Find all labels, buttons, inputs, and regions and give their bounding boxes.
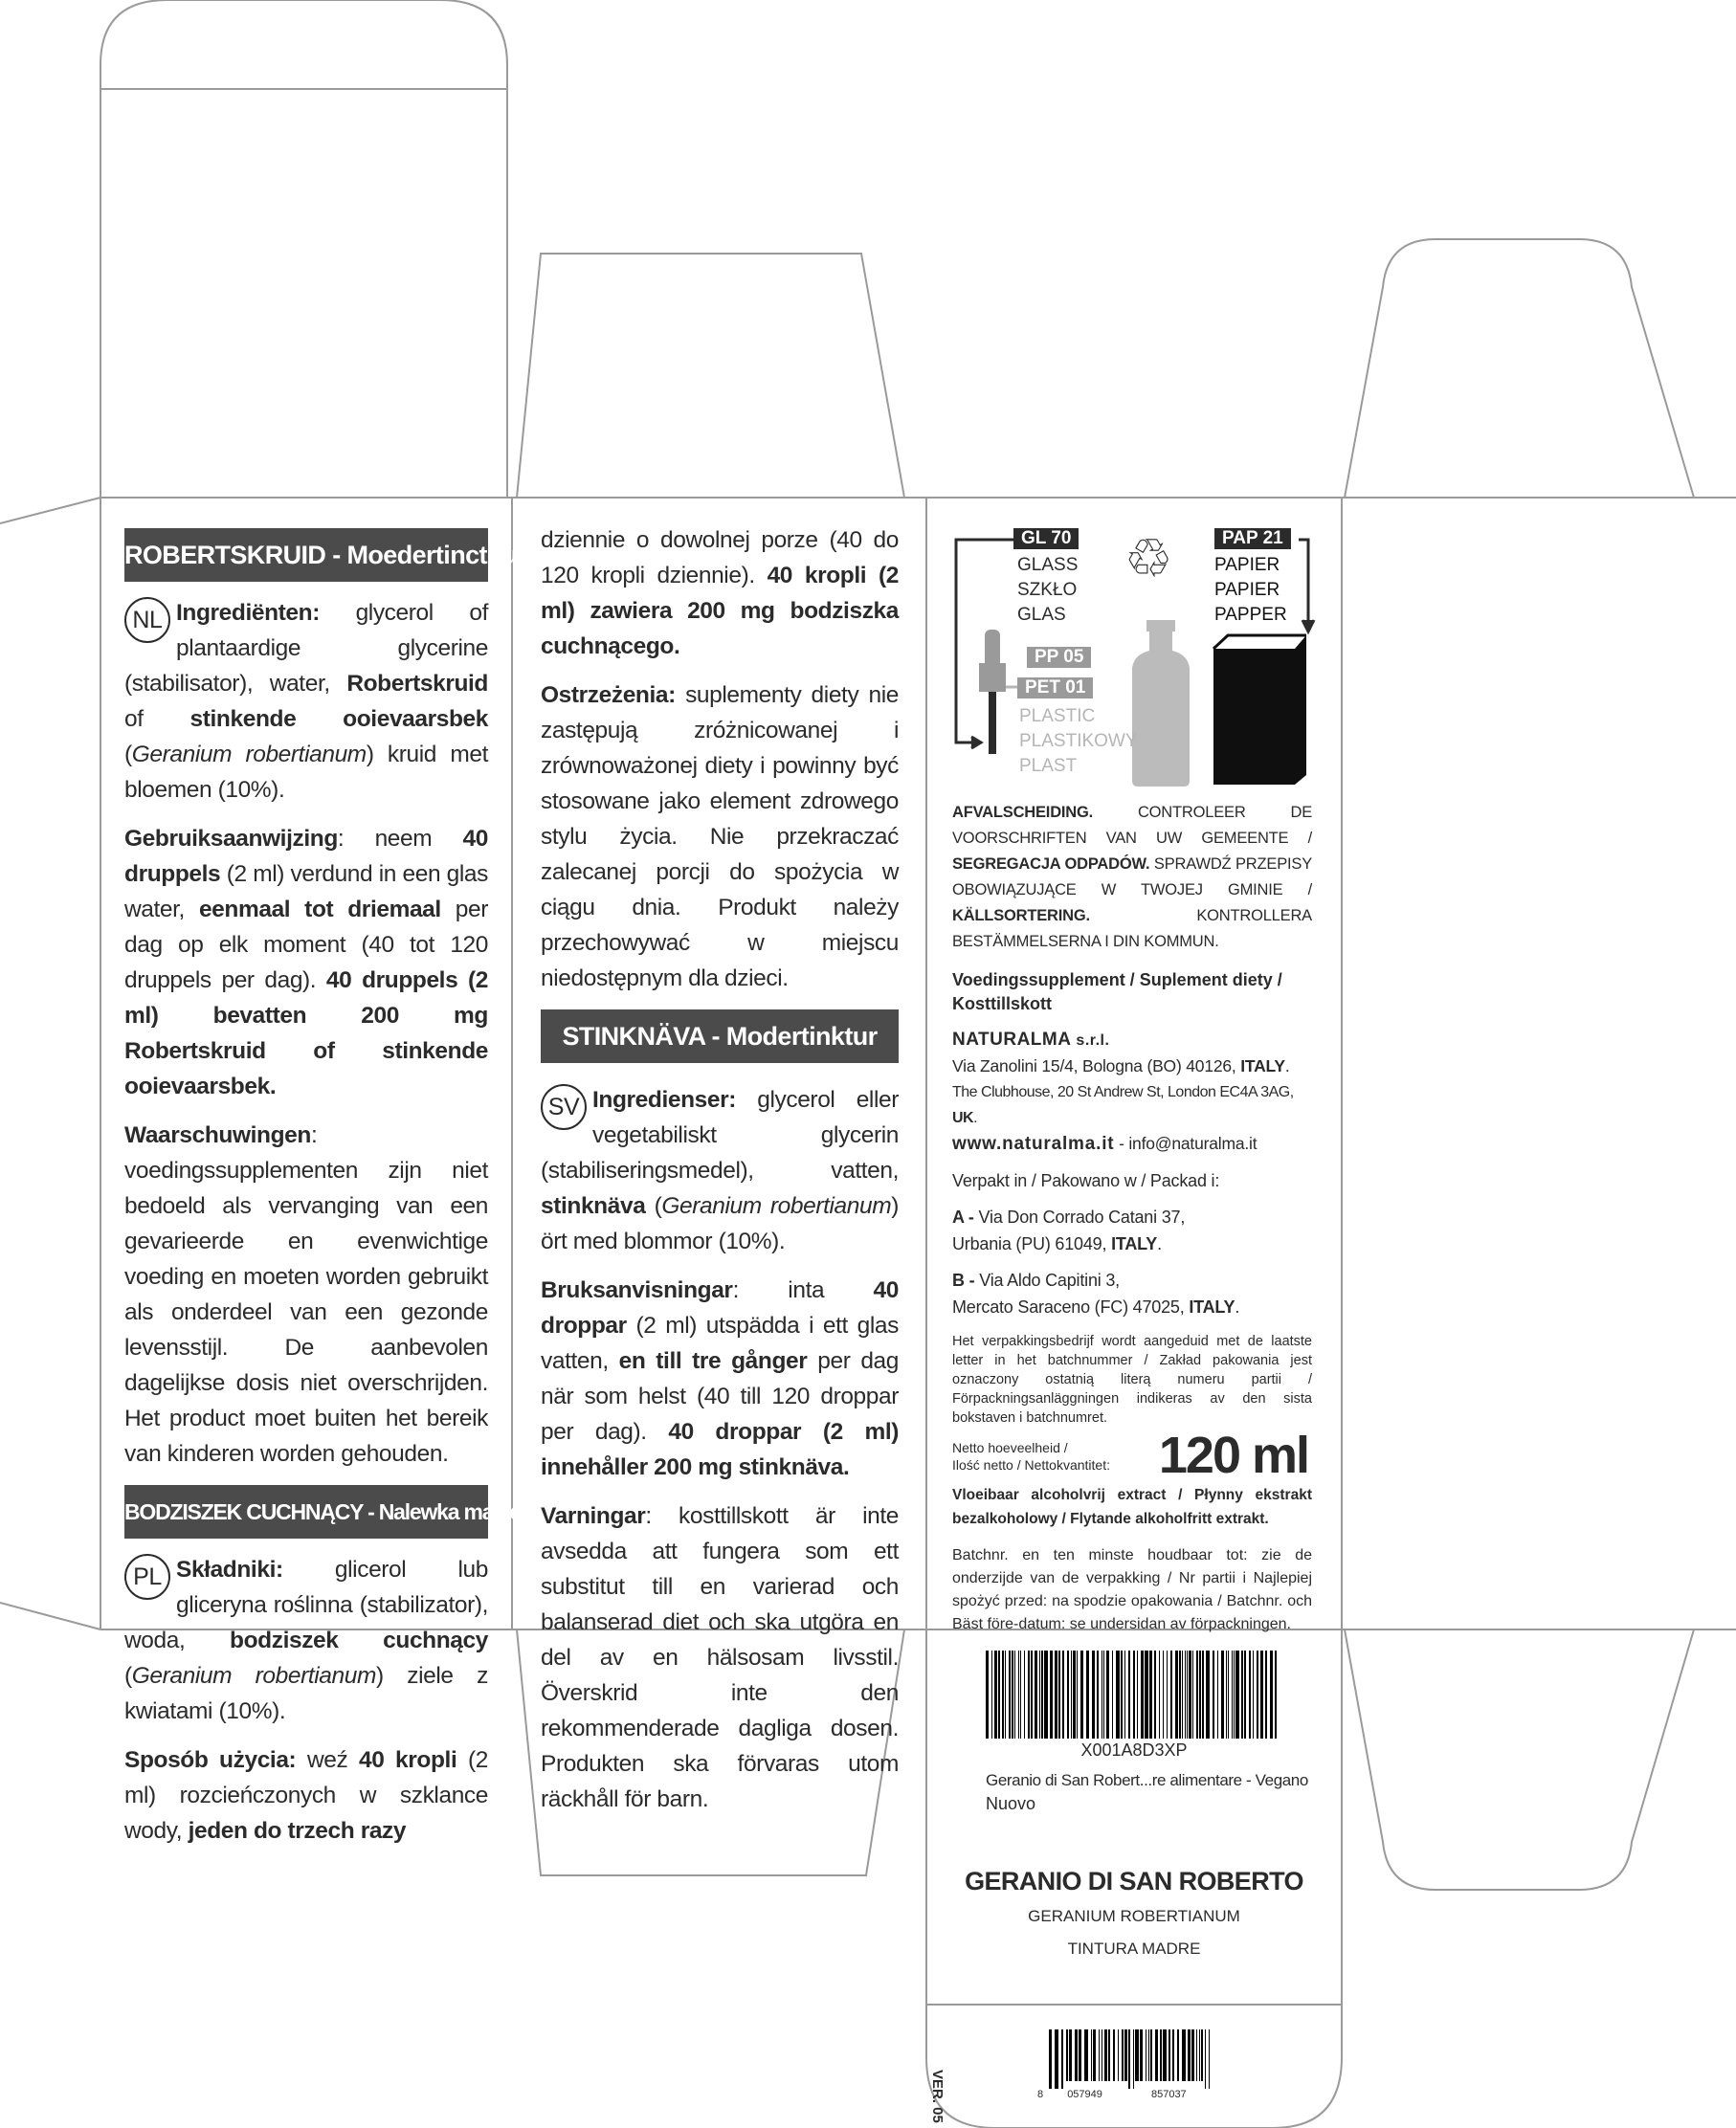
sv-ingredients: SV Ingredienser: glycerol eller vegetabiliskt glycerin (stabiliseringsmedel), vatten, stinknäva (Geranium robertianum) ört med blommor (10%). xyxy=(541,1082,899,1259)
barcode-bar xyxy=(1253,1651,1254,1739)
gl-material: GLASS SZKŁO GLAS xyxy=(1017,555,1079,625)
barcode-bar xyxy=(1217,1651,1218,1739)
barcode-bar xyxy=(1182,2029,1186,2081)
barcode-bar xyxy=(1249,1651,1251,1739)
barcode-bar xyxy=(1086,1651,1089,1739)
waste-sorting-text: AFVALSCHEIDING. CONTROLEER DE VOORSCHRIFTEN VAN UW GEMEENTE / SEGREGACJA ODPADÓW. SPRAWDŹ PRZEPISY OBOWIĄZUJĄCE W TWOJEJ GMINIE / KÄLLSORTERING. KONTROLLERA BESTÄMMELSERNA I DIN KOMMUN. xyxy=(952,804,1313,950)
barcode-bar xyxy=(1163,2029,1167,2081)
panel-info xyxy=(950,524,1314,802)
barcode-bar xyxy=(1244,1651,1246,1739)
product-tagline: TINTURA MADRE xyxy=(1067,1940,1201,1958)
extract-type: Vloeibaar alcoholvrij extract / Płynny ekstrakt bezalkoholowy / Flytande alkoholfritt extrakt. xyxy=(952,1487,1312,1527)
barcode-bar xyxy=(1154,1651,1156,1739)
barcode-bar xyxy=(1099,2029,1100,2081)
pl-ingredients: PL Składniki: glicerol lub gliceryna roślinna (stabilizator), woda, bodziszek cuchnący (Geranium robertianum) ziele z kwiatami (10%). xyxy=(124,1552,488,1729)
barcode-bar xyxy=(1005,1651,1006,1739)
barcode-bar xyxy=(1067,1651,1069,1739)
barcode-bar xyxy=(1035,1651,1037,1739)
barcode-bar xyxy=(1205,2029,1206,2089)
sv-warnings: Varningar: kosttillskott är inte avsedda att fungera som ett substitut till en varierad och balanserad diet och ska utgöra en del av en hälsosam livsstil. Överskrid inte den rekommenderade dagliga dosen. Produkten ska förvaras utom räckhåll för barn. xyxy=(541,1503,899,1812)
barcode-bar xyxy=(1270,1651,1273,1739)
barcode-bar xyxy=(1041,1651,1043,1739)
barcode-bar xyxy=(991,1651,992,1739)
ean-digit-lead: 8 xyxy=(1037,2089,1044,2100)
packer-b: B - Via Aldo Capitini 3, Mercato Saraceno (FC) 47025, ITALY. xyxy=(952,1271,1240,1317)
ean-barcode xyxy=(1037,2029,1212,2100)
barcode-bar xyxy=(1199,2029,1200,2081)
barcode-bar xyxy=(986,1651,989,1739)
barcode-bar xyxy=(1024,1651,1025,1739)
barcode-bar xyxy=(1108,2029,1110,2081)
barcode-bar xyxy=(1133,2029,1134,2089)
barcode-bar xyxy=(1182,1651,1183,1739)
fnsku-bars xyxy=(986,1651,1280,1739)
barcode-bar xyxy=(998,1651,1000,1739)
barcode-bar xyxy=(1196,1651,1198,1739)
barcode-bar xyxy=(1221,1651,1224,1739)
barcode-bar xyxy=(1002,1651,1004,1739)
barcode-bar xyxy=(1241,1651,1243,1739)
barcode-bar xyxy=(1104,2029,1107,2081)
panel-bottom xyxy=(926,1629,1342,2128)
pap-material: PAPIER PAPIER PAPPER xyxy=(1214,555,1287,625)
nl-language-badge: NL xyxy=(124,597,170,643)
nl-ingredients: NL Ingrediënten: glycerol of plantaardige glycerine (stabilisator), water, Robertskruid of stinkende ooievaarsbek (Geranium robertianum) kruid met bloemen (10%). xyxy=(124,595,488,808)
barcode-bar xyxy=(1145,1651,1148,1739)
pl-directions-cont: dziennie o dowolnej porze (40 do 120 kropli dziennie). 40 kropli (2 ml) zawiera 200 mg bodziszka cuchnącego. xyxy=(541,527,899,659)
barcode-bar xyxy=(1012,1651,1013,1739)
barcode-bar xyxy=(1150,2029,1152,2081)
barcode-bar xyxy=(1159,1651,1160,1739)
barcode-bar xyxy=(1058,1651,1060,1739)
barcode-bar xyxy=(1189,1651,1191,1739)
product-condition: Nuovo xyxy=(986,1794,1036,1813)
barcode-bar xyxy=(1188,2029,1191,2081)
barcode-bar xyxy=(1185,1651,1186,1739)
address-italy: Via Zanolini 15/4, Bologna (BO) 40126, ITALY. xyxy=(952,1056,1290,1075)
net-value: 120 ml xyxy=(1158,1427,1308,1484)
product-title: GERANIO DI SAN ROBERTO xyxy=(965,1867,1303,1895)
supplement-label: Voedingssupplement / Suplement diety / Kosttillskott xyxy=(952,970,1282,1013)
barcode-bar xyxy=(1077,1651,1078,1739)
barcode-bar xyxy=(1172,2029,1174,2081)
barcode-bar xyxy=(1275,1651,1277,1739)
barcode-bar xyxy=(1050,1651,1053,1739)
barcode-bar xyxy=(1155,2029,1158,2081)
barcode-bar xyxy=(1075,2029,1078,2081)
sv-directions: Bruksanvisningar: inta 40 droppar (2 ml) utspädda i ett glas vatten, en till tre gånger per dag när som helst (40 till 120 droppar per dag). 40 droppar (2 ml) innehåller 200 mg stinknäva. xyxy=(541,1277,900,1480)
ean-bars xyxy=(1049,2029,1212,2089)
nl-directions: Gebruiksaanwijzing: neem 40 druppels (2 ml) verdund in een glas water, eenmaal tot driemaal per dag op elk moment (40 tot 120 druppels per dag). 40 druppels (2 ml) bevatten 200 mg Robertskruid of stinkende ooievaarsbek. xyxy=(124,826,489,1099)
barcode-bar xyxy=(1055,2029,1058,2089)
barcode-bar xyxy=(1167,1651,1168,1739)
barcode-bar xyxy=(1118,2029,1119,2081)
pet-code: PET 01 xyxy=(1017,677,1093,698)
barcode-bar xyxy=(1141,1651,1144,1739)
address-uk: The Clubhouse, 20 St Andrew St, London EC4A 3AG, UK. xyxy=(952,1084,1294,1126)
barcode-bar xyxy=(1170,1651,1172,1739)
barcode-bar xyxy=(1106,1651,1109,1739)
pp-code: PP 05 xyxy=(1027,647,1091,668)
barcode-bar xyxy=(1113,2029,1115,2081)
barcode-bar xyxy=(1103,1651,1104,1739)
barcode-bar xyxy=(1140,2029,1143,2081)
barcode-bar xyxy=(1061,2029,1063,2089)
barcode-bar xyxy=(1128,1651,1130,1739)
net-quantity: Netto hoeveelheid / Ilość netto / Nettokvantitet: 120 ml xyxy=(952,1427,1308,1484)
barcode-bar xyxy=(1079,2029,1081,2081)
barcode-bar xyxy=(1260,1651,1263,1739)
barcode-bar xyxy=(1044,1651,1048,1739)
barcode-bar xyxy=(1234,1651,1235,1739)
barcode-bar xyxy=(1097,1651,1099,1739)
barcode-bar xyxy=(1055,1651,1057,1739)
pap-code: PAP 21 xyxy=(1214,528,1291,549)
barcode-bar xyxy=(1202,1651,1204,1739)
barcode-bar xyxy=(1232,1651,1233,1739)
barcode-bar xyxy=(1148,2029,1149,2081)
pl-directions-start: Sposób użycia: weź 40 kropli (2 ml) rozcieńczonych w szklance wody, jeden do trzech razy xyxy=(124,1747,488,1844)
expiry-note: Batchnr. en ten minste houdbaar tot: zie de onderzijde van de verpakking / Nr partii i Najlepiej spożyć przed: na spodzie opakowania / Batchnr. och Bäst före-datum: se undersidan av förpackningen. xyxy=(952,1547,1312,1632)
barcode-bar xyxy=(1192,1651,1193,1739)
barcode-bar xyxy=(1206,1651,1210,1739)
barcode-bar xyxy=(1213,1651,1214,1739)
barcode-bar xyxy=(1179,1651,1181,1739)
panel-info-text xyxy=(952,800,1312,1650)
sv-language-badge: SV xyxy=(541,1084,587,1130)
barcode-bar xyxy=(1226,1651,1227,1739)
pl-language-badge: PL xyxy=(124,1554,170,1600)
barcode-bar xyxy=(1092,1651,1095,1739)
barcode-bar xyxy=(1124,1651,1125,1739)
barcode-bar xyxy=(1163,1651,1164,1739)
barcode-bar xyxy=(1191,2029,1194,2081)
barcode-bar xyxy=(1235,1651,1239,1739)
barcode-bar xyxy=(1168,2029,1170,2081)
barcode-bar xyxy=(1122,2029,1124,2081)
barcode-bar xyxy=(1009,1651,1011,1739)
fnsku-barcode xyxy=(986,1651,1280,1739)
nl-warnings: Waarschuwingen: voedingssupplementen zijn niet bedoeld als vervanging van een gevarieerde en evenwichtige voeding en moeten worden gebruikt als onderdeel van een gezonde levensstijl. De aanbevolen dagelijkse dosis niet overschrijden. Het product moet buiten het bereik van kinderen worden gehouden. xyxy=(124,1122,488,1467)
barcode-bar xyxy=(1073,1651,1076,1739)
barcode-bar xyxy=(1228,1651,1229,1739)
sv-header: STINKNÄVA - Modertinktur xyxy=(541,1009,899,1063)
barcode-bar xyxy=(1066,2029,1068,2081)
ean-digits-right: 857037 xyxy=(1150,2089,1187,2100)
fnsku-code: X001A8D3XP xyxy=(1080,1740,1188,1760)
barcode-bar xyxy=(1071,1651,1072,1739)
panel-nl xyxy=(124,528,578,1862)
barcode-bar xyxy=(1091,2029,1092,2081)
product-short-name: Geranio di San Robert...re alimentare - Vegano xyxy=(986,1771,1308,1789)
gl-code: GL 70 xyxy=(1013,528,1079,549)
barcode-bar xyxy=(1121,1651,1123,1739)
barcode-bar xyxy=(1112,1651,1113,1739)
barcode-bar xyxy=(1020,1651,1021,1739)
barcode-bar xyxy=(1175,1651,1178,1739)
version-label: VER. 05 xyxy=(929,2070,946,2123)
recycle-icon: ♲ xyxy=(1124,528,1173,588)
ean-digits-left: 057949 xyxy=(1067,2089,1102,2100)
website-line: www.naturalma.it - info@naturalma.it xyxy=(952,1134,1257,1154)
barcode-bar xyxy=(1031,1651,1033,1739)
barcode-bar xyxy=(1128,2029,1130,2089)
barcode-bar xyxy=(1187,1651,1188,1739)
barcode-bar xyxy=(1133,1651,1135,1739)
barcode-bar xyxy=(1049,2029,1052,2089)
barcode-bar xyxy=(1080,1651,1083,1739)
pl-warnings: Ostrzeżenia: suplementy diety nie zastępują zróżnicowanej i zrównoważonej diety i powinny być stosowane jako element zdrowego stylu życia. Nie przekraczać zalecanej porcji do spożycia w ciągu dnia. Produkt należy przechowywać w miejscu niedostępnym dla dzieci. xyxy=(541,682,899,991)
barcode-bar xyxy=(1209,2029,1210,2089)
product-subtitle: GERANIUM ROBERTIANUM xyxy=(1028,1907,1240,1925)
barcode-bar xyxy=(1137,1651,1138,1739)
barcode-bar xyxy=(1062,1651,1064,1739)
barcode-bar xyxy=(1149,1651,1152,1739)
barcode-bar xyxy=(1199,1651,1201,1739)
barcode-bar xyxy=(994,1651,997,1739)
website-link[interactable]: www.naturalma.it xyxy=(952,1134,1115,1154)
barcode-bar xyxy=(1257,1651,1258,1739)
panel-pl-sv xyxy=(541,522,899,1830)
barcode-bar xyxy=(1093,2029,1096,2081)
barcode-bar xyxy=(1265,1651,1267,1739)
barcode-bar xyxy=(1160,2029,1162,2081)
company-name: NATURALMA s.r.l. xyxy=(952,1030,1110,1050)
nl-header: ROBERTSKRUID - Moedertinctuur xyxy=(124,528,488,582)
packer-a: A - Via Don Corrado Catani 37, Urbania (PU) 61049, ITALY. xyxy=(952,1208,1186,1253)
barcode-bar xyxy=(1014,1651,1015,1739)
barcode-bar xyxy=(1124,2029,1127,2081)
plastic-material: PLASTIC PLASTIKOWY PLAST xyxy=(1019,706,1138,776)
barcode-bar xyxy=(1116,1651,1120,1739)
batch-note: Het verpakkingsbedrijf wordt aangeduid met de laatste letter in het batchnummer / Zakład pakowania jest oznaczony ostatnią literą numeru partii / Förpackningsanläggningen indikeras av den sista bokstaven i batchnumret. xyxy=(952,1334,1312,1426)
barcode-bar xyxy=(1018,1651,1019,1739)
barcode-bar xyxy=(1069,2029,1072,2081)
packed-in: Verpakt in / Pakowano w / Packad i: xyxy=(952,1171,1220,1190)
barcode-bar xyxy=(1084,2029,1088,2081)
barcode-bar xyxy=(1135,2029,1139,2081)
barcode-bar xyxy=(1201,2029,1203,2081)
barcode-bar xyxy=(1028,1651,1030,1739)
pl-header: BODZISZEK CUCHNĄCY - Nalewka macierzysta xyxy=(124,1485,488,1539)
barcode-bar xyxy=(1039,1651,1040,1739)
barcode-bar xyxy=(1196,2029,1197,2081)
barcode-bar xyxy=(1177,2029,1179,2081)
